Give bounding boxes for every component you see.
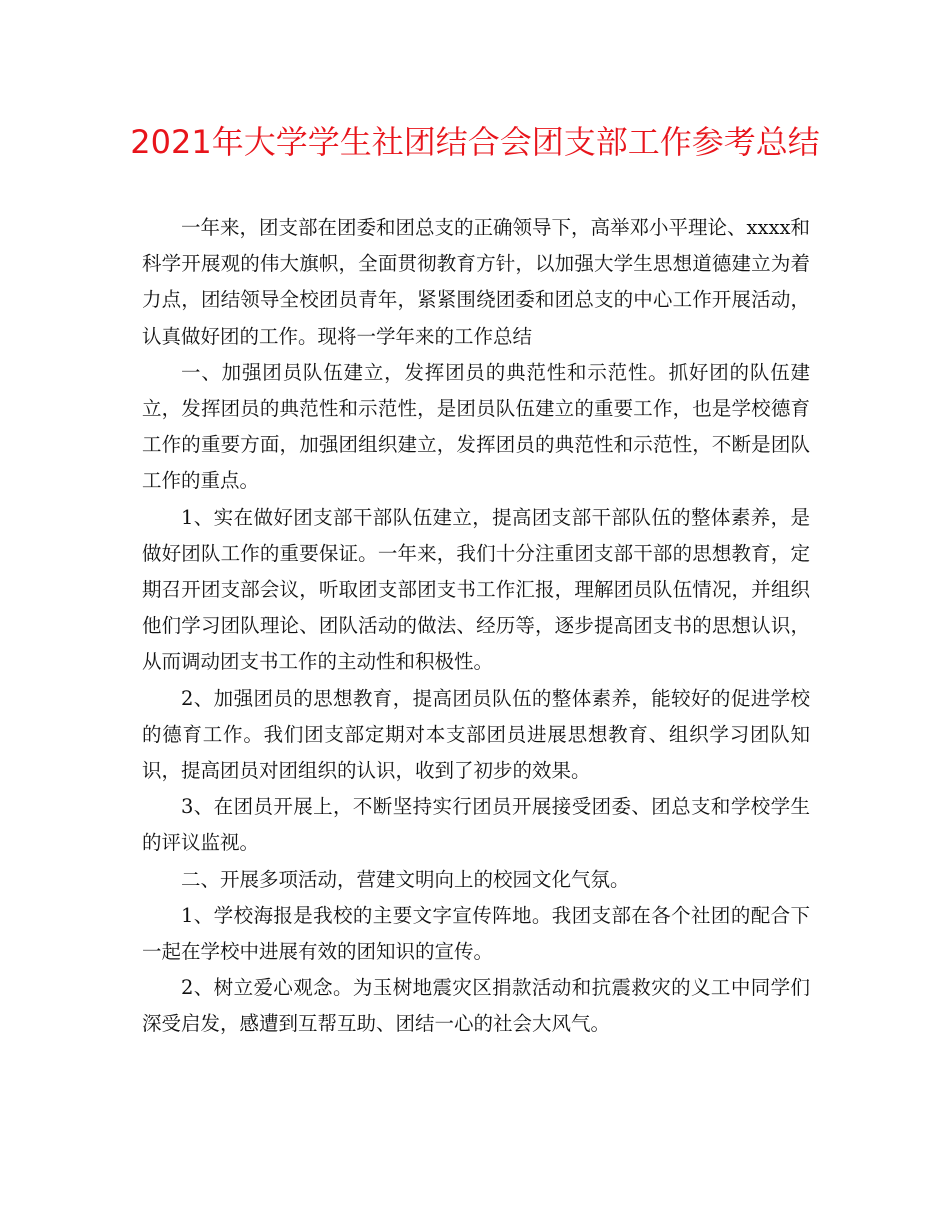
document-body	[142, 210, 810, 1043]
document-title: 2021年大学学生社团结合会团支部工作参考总结	[130, 123, 820, 161]
paragraph: 1、学校海报是我校的主要文字宣传阵地。我团支部在各个社团的配合下一起在学校中进展有效的团知识的宣传。	[142, 903, 810, 964]
paragraph: 2、树立爱心观念。为玉树地震灾区捐款活动和抗震救灾的义工中同学们深受启发，感遭到互帮互助、团结一心的社会大风气。	[142, 976, 810, 1036]
paragraph: 2、加强团员的思想教育，提高团员队伍的整体素养，能较好的促进学校的德育工作。我们团支部定期对本支部团员进展思想教育、组织学习团队知识，提高团员对团组织的认识，收到了初步的效果。	[142, 686, 810, 783]
paragraph: 二、开展多项活动，营建文明向上的校园文化气氛。	[181, 867, 630, 891]
paragraph: 一年来，团支部在团委和团总支的正确领导下，高举邓小平理论、xxxx和科学开展观的伟大旗帜，全面贯彻教育方针，以加强大学生思想道德建立为着力点，团结领导全校团员青年，紧紧围绕团委和团总支的中心工作开展活动，认真做好团的工作。现将一学年来的工作总结	[142, 216, 810, 348]
paragraph: 1、实在做好团支部干部队伍建立，提高团支部干部队伍的整体素养，是做好团队工作的重要保证。一年来，我们十分注重团支部干部的思想教育，定期召开团支部会议，听取团支部团支书工作汇报，理解团员队伍情况，并组织他们学习团队理论、团队活动的做法、经历等，逐步提高团支书的思想认识，从而调动团支书工作的主动性和积极性。	[142, 505, 810, 674]
paragraph: 3、在团员开展上，不断坚持实行团员开展接受团委、团总支和学校学生的评议监视。	[142, 795, 810, 855]
paragraph: 一、加强团员队伍建立，发挥团员的典范性和示范性。抓好团的队伍建立，发挥团员的典范性和示范性，是团员队伍建立的重要工作，也是学校德育工作的重要方面，加强团组织建立，发挥团员的典范性和示范性，不断是团队工作的重点。	[142, 360, 810, 493]
